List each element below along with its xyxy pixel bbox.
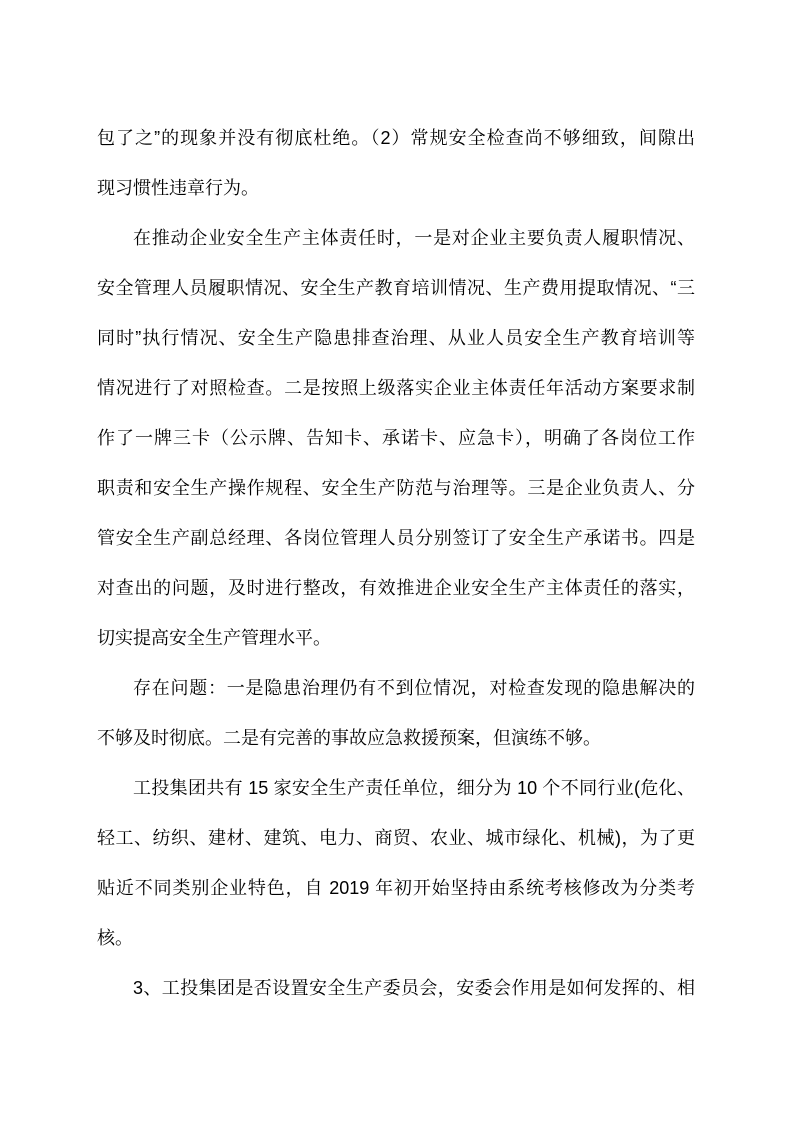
text-line: 管安全生产副总经理、各岗位管理人员分别签订了安全生产承诺书。四是 [97,528,695,548]
text-line: 工投集团共有 15 家安全生产责任单位，细分为 10 个不同行业(危化、 [133,778,695,798]
text-line: 现习惯性违章行为。 [97,178,259,198]
text-line: 3、工投集团是否设置安全生产委员会，安委会作用是如何发挥的、相 [133,978,695,998]
text-line: 包了之”的现象并没有彻底杜绝。（2）常规安全检查尚不够细致，间隙出 [97,128,695,148]
text-line: 切实提高安全生产管理水平。 [97,628,331,648]
text-line: 同时”执行情况、安全生产隐患排查治理、从业人员安全生产教育培训等 [97,328,695,348]
paragraph [97,963,695,1013]
text-line: 轻工、纺织、建材、建筑、电力、商贸、农业、城市绿化、机械)，为了更 [97,828,695,848]
text-line: 职责和安全生产操作规程、安全生产防范与治理等。三是企业负责人、分 [97,478,695,498]
text-line: 情况进行了对照检查。二是按照上级落实企业主体责任年活动方案要求制 [97,378,695,398]
text-line: 不够及时彻底。二是有完善的事故应急救援预案，但演练不够。 [97,728,601,748]
text-line: 安全管理人员履职情况、安全生产教育培训情况、生产费用提取情况、“三 [97,278,695,298]
paragraph [97,663,695,763]
text-line: 核。 [97,928,133,948]
text-line: 在推动企业安全生产主体责任时，一是对企业主要负责人履职情况、 [133,228,695,248]
text-line: 存在问题：一是隐患治理仍有不到位情况，对检查发现的隐患解决的 [133,678,695,698]
text-line: 对查出的问题，及时进行整改，有效推进企业安全生产主体责任的落实， [97,578,695,598]
paragraph [97,213,695,663]
paragraph [97,113,695,213]
paragraph [97,763,695,963]
text-line: 作了一牌三卡（公示牌、告知卡、承诺卡、应急卡），明确了各岗位工作 [97,428,695,448]
text-line: 贴近不同类别企业特色，自 2019 年初开始坚持由系统考核修改为分类考 [97,878,695,898]
